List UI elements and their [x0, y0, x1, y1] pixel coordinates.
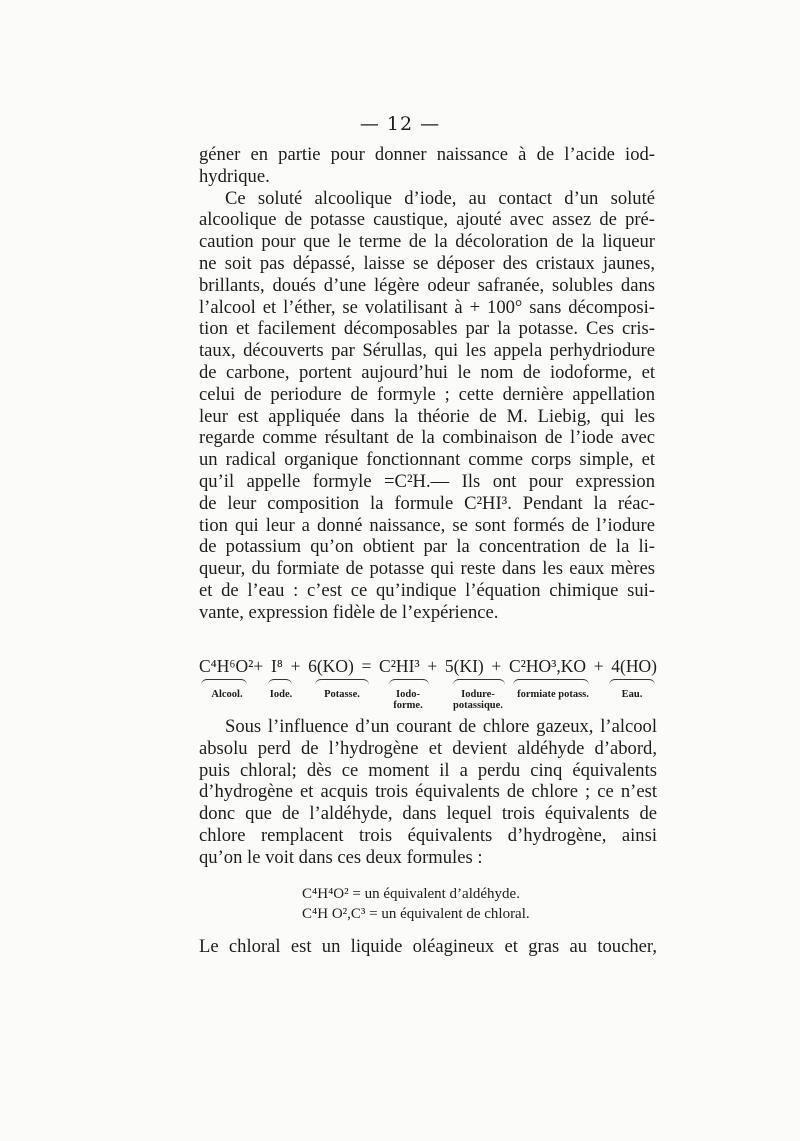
- text-line: l’alcool et l’éther, se volatilisant à + 100° sans décomposi-: [199, 296, 655, 318]
- brace: [389, 679, 429, 686]
- text-line: de leur composition la formule C²HI³. Pendant la réac-: [199, 492, 655, 514]
- text-line: chlore remplacent trois équivalents d’hydrogène, ainsi: [199, 824, 657, 846]
- equation-term: C²HI³: [379, 656, 420, 676]
- text-line: un radical organique fonctionnant comme corps simple, et: [199, 449, 655, 471]
- brace: [609, 679, 655, 686]
- chemical-equation: [199, 656, 657, 723]
- equation-label: Iodo- forme.: [393, 689, 423, 711]
- body-text-top: [199, 144, 655, 624]
- text-line: ne soit pas dépassé, laisse se déposer des cristaux jaunes,: [199, 252, 655, 274]
- brace: [315, 679, 369, 686]
- equation-term: +: [491, 656, 502, 676]
- text-line: puis chloral; dès ce moment il a perdu cinq équivalents: [199, 759, 657, 781]
- page-number: — 12 —: [359, 113, 441, 135]
- formula-line: C⁴H O²,C³ = un équivalent de chloral.: [302, 906, 530, 922]
- text-line: qu’on le voit dans ces deux formules :: [199, 846, 483, 868]
- text-line: d’hydrogène et acquis trois équivalents de chlore ; ce n’est: [199, 781, 657, 803]
- text-line: tion qui leur a donné naissance, se sont formés de l’iodure: [199, 514, 655, 536]
- text-line: donc que de l’aldéhyde, dans lequel trois équivalents de: [199, 803, 657, 825]
- equation-term: I⁸: [270, 656, 283, 676]
- brace: [268, 679, 292, 686]
- text-line: qu’il appelle formyle =C²H.— Ils ont pour expression: [199, 470, 655, 492]
- equation-braces: [199, 679, 657, 687]
- text-line: géner en partie pour donner naissance à de l’acide iod-: [199, 144, 655, 165]
- equation-label: Alcool.: [211, 689, 243, 700]
- text-line: taux, découverts par Sérullas, qui les appela perhydriodure: [199, 340, 655, 362]
- equation-label: Iodure- potassique.: [453, 689, 503, 711]
- text-line: leur est appliquée dans la théorie de M. Liebig, qui les: [199, 405, 655, 427]
- text-line: brillants, doués d’une légère odeur safranée, solubles dans: [199, 274, 655, 296]
- formula-block: [302, 884, 530, 924]
- text-line: de potassium qu’on obtient par la concentration de la li-: [199, 536, 655, 558]
- brace: [201, 679, 247, 686]
- body-text-middle: [199, 716, 657, 869]
- equation-term: =: [361, 656, 372, 676]
- text-line: Ce soluté alcoolique d’iode, au contact d’un soluté: [225, 187, 655, 209]
- equation-term: +: [290, 656, 301, 676]
- text-line: Le chloral est un liquide oléagineux et gras au toucher,: [199, 936, 657, 957]
- equation-term: 6(KO): [308, 656, 354, 676]
- brace: [453, 679, 505, 686]
- text-line: et de l’eau : c’est ce qu’indique l’équation chimique sui-: [199, 579, 655, 601]
- formula-line: C⁴H⁴O² = un équivalent d’aldéhyde.: [302, 886, 520, 902]
- text-line: celui de periodure de formyle ; cette dernière appellation: [199, 383, 655, 405]
- text-line: hydrique.: [199, 165, 270, 187]
- equation-term: C⁴H⁶O²+: [199, 656, 264, 676]
- equation-term: 4(HO): [611, 656, 657, 676]
- text-line: de carbone, portent aujourd’hui le nom de iodoforme, et: [199, 361, 655, 383]
- equation-term: C²HO³,KO: [508, 656, 587, 676]
- text-line: tion et facilement décomposables par la potasse. Ces cris-: [199, 318, 655, 340]
- text-line: vante, expression fidèle de l’expérience.: [199, 601, 499, 623]
- equation-term: +: [593, 656, 604, 676]
- equation-term: +: [427, 656, 438, 676]
- text-line: caution pour que le terme de la décoloration de la liqueur: [199, 231, 655, 253]
- text-line: alcoolique de potasse caustique, ajouté avec assez de pré-: [199, 209, 655, 231]
- equation-label: Iode.: [269, 689, 293, 700]
- equation-label: Potasse.: [324, 689, 360, 700]
- brace: [513, 679, 589, 686]
- equation-label: formiate potass.: [517, 689, 589, 700]
- text-line: Sous l’influence d’un courant de chlore gazeux, l’alcool: [225, 716, 657, 737]
- equation-term: 5(KI): [444, 656, 484, 676]
- text-line: regarde comme résultant de la combinaison de l’iode avec: [199, 427, 655, 449]
- equation-label: Eau.: [621, 689, 643, 700]
- equation-terms: [199, 656, 657, 677]
- text-line: queur, du formiate de potasse qui reste dans les eaux mères: [199, 558, 655, 580]
- text-line: absolu perd de l’hydrogène et devient aldéhyde d’abord,: [199, 737, 657, 759]
